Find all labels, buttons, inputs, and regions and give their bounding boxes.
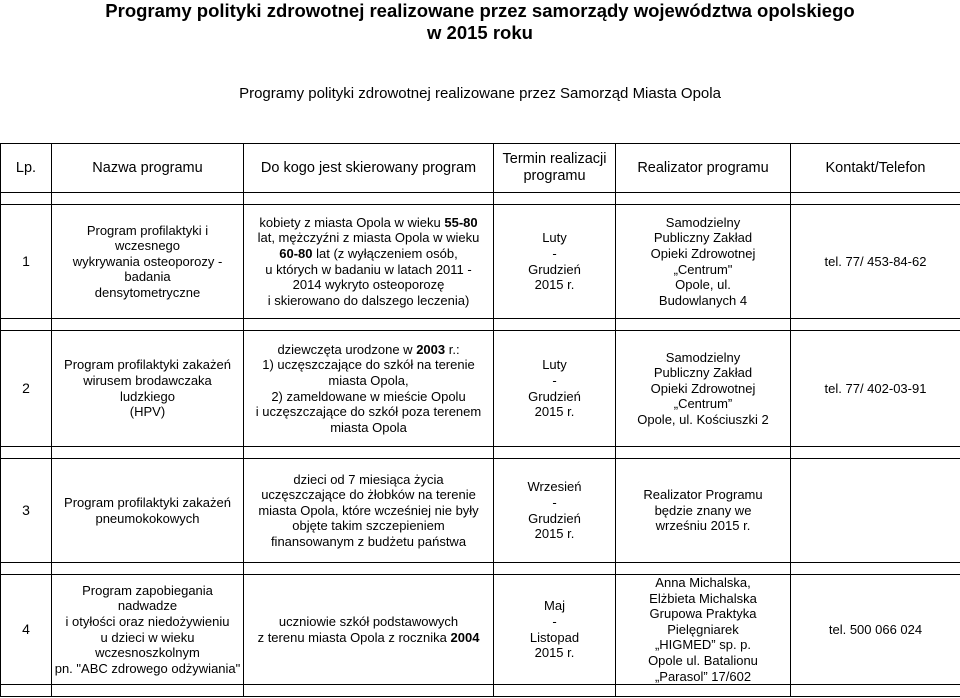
program-realizer-line: Elżbieta Michalska <box>649 590 757 606</box>
realization-term-line: Grudzień <box>528 388 581 404</box>
target-group-line <box>246 420 491 436</box>
row-number: 1 <box>1 205 52 319</box>
program-name-line: Program zapobiegania nadwadze <box>82 582 213 614</box>
realization-term-line: - <box>552 245 557 261</box>
target-group-line <box>246 472 491 488</box>
target-group-emphasis: 2004 <box>450 629 480 645</box>
program-realizer <box>616 459 791 563</box>
spacer-cell <box>791 447 960 459</box>
target-group-line <box>246 404 491 420</box>
target-group-text: 1) uczęszczające do szkół na terenie <box>262 357 475 373</box>
program-realizer-line: Opole, ul. <box>675 277 731 293</box>
program-name-line: u dzieci w wieku wczesnoszkolnym <box>95 629 200 661</box>
spacer-cell <box>616 319 791 331</box>
contact-phone <box>791 459 960 563</box>
target-group-text: dziewczęta urodzone w <box>277 341 417 357</box>
target-group-text: miasta Opola <box>330 419 407 435</box>
realization-term-line: - <box>552 372 557 388</box>
spacer-cell <box>1 563 52 575</box>
document-title-line-2: w 2015 roku <box>427 22 533 43</box>
spacer-cell <box>791 563 960 575</box>
target-group-line <box>246 293 491 309</box>
spacer-cell <box>244 447 494 459</box>
spacer-cell <box>244 685 494 697</box>
spacer-cell <box>616 685 791 697</box>
spacer-cell <box>52 685 244 697</box>
spacer-cell <box>1 319 52 331</box>
realization-term-line: - <box>552 494 557 510</box>
target-group-line <box>246 487 491 503</box>
program-realizer-line: „Parasol” 17/602 <box>654 668 752 684</box>
realization-term-line: Maj <box>544 598 565 614</box>
program-realizer-line: Pielęgniarek <box>667 621 739 637</box>
header-term <box>494 144 616 193</box>
realization-term-line: Wrzesień <box>527 479 582 495</box>
spacer-row <box>1 447 960 459</box>
program-name-line: Program profilaktyki zakażeń <box>64 494 231 510</box>
header-term-line-1: Termin realizacji <box>502 151 607 167</box>
target-group-text: uczniowie szkół podstawowych <box>278 613 459 629</box>
contact-phone: tel. 77/ 453-84-62 <box>791 205 960 319</box>
spacer-row <box>1 685 960 697</box>
table-row <box>1 459 960 563</box>
target-group-text: finansowanym z budżetu państwa <box>270 533 467 549</box>
target-group-text: 2) zameldowane w mieście Opolu <box>271 388 466 404</box>
target-group-text: dzieci od 7 miesiąca życia <box>293 471 444 487</box>
target-group-text: miasta Opola, które wcześniej nie były <box>258 502 479 518</box>
target-group <box>244 459 494 563</box>
program-name-line: wirusem brodawczaka ludzkiego <box>83 372 212 404</box>
target-group-text: uczęszczające do żłobków na terenie <box>261 487 476 503</box>
target-group-text: u których w badaniu w latach 2011 - <box>265 261 472 277</box>
target-group-text: kobiety z miasta Opola w wieku <box>259 214 445 230</box>
target-group-line <box>246 534 491 550</box>
table-row <box>1 205 960 319</box>
program-realizer-line: Budowlanych 4 <box>658 292 748 308</box>
target-group <box>244 331 494 447</box>
target-group-line <box>246 614 491 630</box>
target-group-line <box>246 342 491 358</box>
spacer-cell <box>494 319 616 331</box>
spacer-cell <box>791 193 960 205</box>
realization-term <box>494 575 616 685</box>
target-group-text: i uczęszczające do szkół poza terenem <box>255 404 482 420</box>
target-group-line <box>246 503 491 519</box>
program-name <box>52 331 244 447</box>
spacer-row <box>1 193 960 205</box>
realization-term-line: 2015 r. <box>534 526 575 542</box>
program-name-line: pneumokokowych <box>95 510 200 526</box>
realization-term-line: 2015 r. <box>534 404 575 420</box>
row-number: 4 <box>1 575 52 685</box>
header-contact: Kontakt/Telefon <box>791 144 960 193</box>
realization-term <box>494 459 616 563</box>
target-group-text: i skierowano do dalszego leczenia) <box>267 292 470 308</box>
target-group-emphasis: 60-80 <box>279 245 313 261</box>
realization-term-line: Listopad <box>529 629 580 645</box>
target-group-text: objęte takim szczepieniem <box>292 518 445 534</box>
realization-term-line: Grudzień <box>528 510 581 526</box>
row-number: 3 <box>1 459 52 563</box>
program-realizer-line: Realizator Programu <box>643 487 763 503</box>
spacer-cell <box>1 447 52 459</box>
target-group-line <box>246 277 491 293</box>
table-header-row <box>1 144 960 193</box>
program-realizer <box>616 205 791 319</box>
spacer-cell <box>494 193 616 205</box>
program-name-line: (HPV) <box>129 404 166 420</box>
target-group-emphasis: 55-80 <box>444 214 478 230</box>
spacer-cell <box>791 319 960 331</box>
spacer-cell <box>1 193 52 205</box>
target-group-line <box>246 389 491 405</box>
spacer-cell <box>52 193 244 205</box>
program-name-line: i otyłości oraz niedożywieniu <box>65 613 230 629</box>
target-group-line <box>246 230 491 246</box>
spacer-cell <box>244 319 494 331</box>
program-realizer <box>616 575 791 685</box>
document-title-line-1: Programy polityki zdrowotnej realizowane przez samorządy województwa opolskiego <box>105 0 855 21</box>
program-realizer-line: Publiczny Zakład <box>653 230 753 246</box>
header-realizer: Realizator programu <box>616 144 791 193</box>
program-name-line: pn. "ABC zdrowego odżywiania" <box>54 660 241 676</box>
realization-term-line: Luty <box>542 357 567 373</box>
spacer-cell <box>494 447 616 459</box>
realization-term-line: Grudzień <box>528 261 581 277</box>
program-realizer-line: Opole ul. Batalionu <box>648 652 758 668</box>
program-realizer-line: „Centrum” <box>673 396 733 412</box>
spacer-cell <box>1 685 52 697</box>
program-realizer-line: Samodzielny <box>665 214 741 230</box>
target-group-text: z terenu miasta Opola z rocznika <box>257 629 451 645</box>
target-group-line <box>246 518 491 534</box>
spacer-cell <box>616 447 791 459</box>
target-group-line <box>246 630 491 646</box>
header-lp: Lp. <box>1 144 52 193</box>
realization-term <box>494 331 616 447</box>
realization-term-line: 2015 r. <box>534 277 575 293</box>
program-name-line: densytometryczne <box>94 284 201 300</box>
spacer-cell <box>616 563 791 575</box>
target-group-text: miasta Opola, <box>328 372 409 388</box>
target-group-text: lat (z wyłączeniem osób, <box>312 245 458 261</box>
program-realizer <box>616 331 791 447</box>
realization-term-line: - <box>552 613 557 629</box>
program-realizer-line: Publiczny Zakład <box>653 365 753 381</box>
spacer-cell <box>791 685 960 697</box>
program-realizer-line: Anna Michalska, <box>655 575 751 590</box>
program-name <box>52 205 244 319</box>
contact-phone: tel. 77/ 402-03-91 <box>791 331 960 447</box>
header-program-name: Nazwa programu <box>52 144 244 193</box>
document-subtitle: Programy polityki zdrowotnej realizowane przez Samorząd Miasta Opola <box>239 85 721 102</box>
program-realizer-line: „Centrum" <box>673 261 733 277</box>
target-group-line <box>246 262 491 278</box>
program-name-line: wykrywania osteoporozy - badania <box>72 253 223 285</box>
target-group-text: 2014 wykryto osteoporozę <box>292 277 445 293</box>
target-group-line <box>246 215 491 231</box>
target-group-line <box>246 246 491 262</box>
contact-phone: tel. 500 066 024 <box>791 575 960 685</box>
table-row <box>1 331 960 447</box>
spacer-cell <box>52 563 244 575</box>
target-group-line <box>246 373 491 389</box>
header-target-group: Do kogo jest skierowany program <box>244 144 494 193</box>
realization-term <box>494 205 616 319</box>
table-row <box>1 575 960 685</box>
program-realizer-line: będzie znany we <box>654 502 752 518</box>
spacer-cell <box>244 193 494 205</box>
spacer-cell <box>244 563 494 575</box>
spacer-row <box>1 563 960 575</box>
program-realizer-line: wrześniu 2015 r. <box>655 518 751 534</box>
row-number: 2 <box>1 331 52 447</box>
program-realizer-line: Grupowa Praktyka <box>649 606 757 622</box>
realization-term-line: Luty <box>542 230 567 246</box>
target-group <box>244 205 494 319</box>
target-group-line <box>246 357 491 373</box>
target-group <box>244 575 494 685</box>
realization-term-line: 2015 r. <box>534 645 575 661</box>
program-name <box>52 459 244 563</box>
program-realizer-line: Opieki Zdrowotnej <box>650 245 756 261</box>
header-term-line-2: programu <box>523 168 586 184</box>
spacer-cell <box>52 319 244 331</box>
spacer-cell <box>494 685 616 697</box>
program-realizer-line: Opieki Zdrowotnej <box>650 380 756 396</box>
spacer-cell <box>494 563 616 575</box>
program-name-line: Program profilaktyki zakażeń <box>64 357 231 373</box>
target-group-emphasis: 2003 <box>416 341 446 357</box>
program-realizer-line: Opole, ul. Kościuszki 2 <box>637 411 769 427</box>
target-group-text: r.: <box>445 341 460 357</box>
target-group-text: lat, mężczyźni z miasta Opola w wieku <box>257 230 480 246</box>
programs-table <box>0 143 960 697</box>
spacer-cell <box>52 447 244 459</box>
program-realizer-line: „HIGMED” sp. p. <box>654 637 752 653</box>
program-name <box>52 575 244 685</box>
spacer-cell <box>616 193 791 205</box>
program-realizer-line: Samodzielny <box>665 349 741 365</box>
program-name-line: Program profilaktyki i wczesnego <box>86 222 209 254</box>
spacer-row <box>1 319 960 331</box>
